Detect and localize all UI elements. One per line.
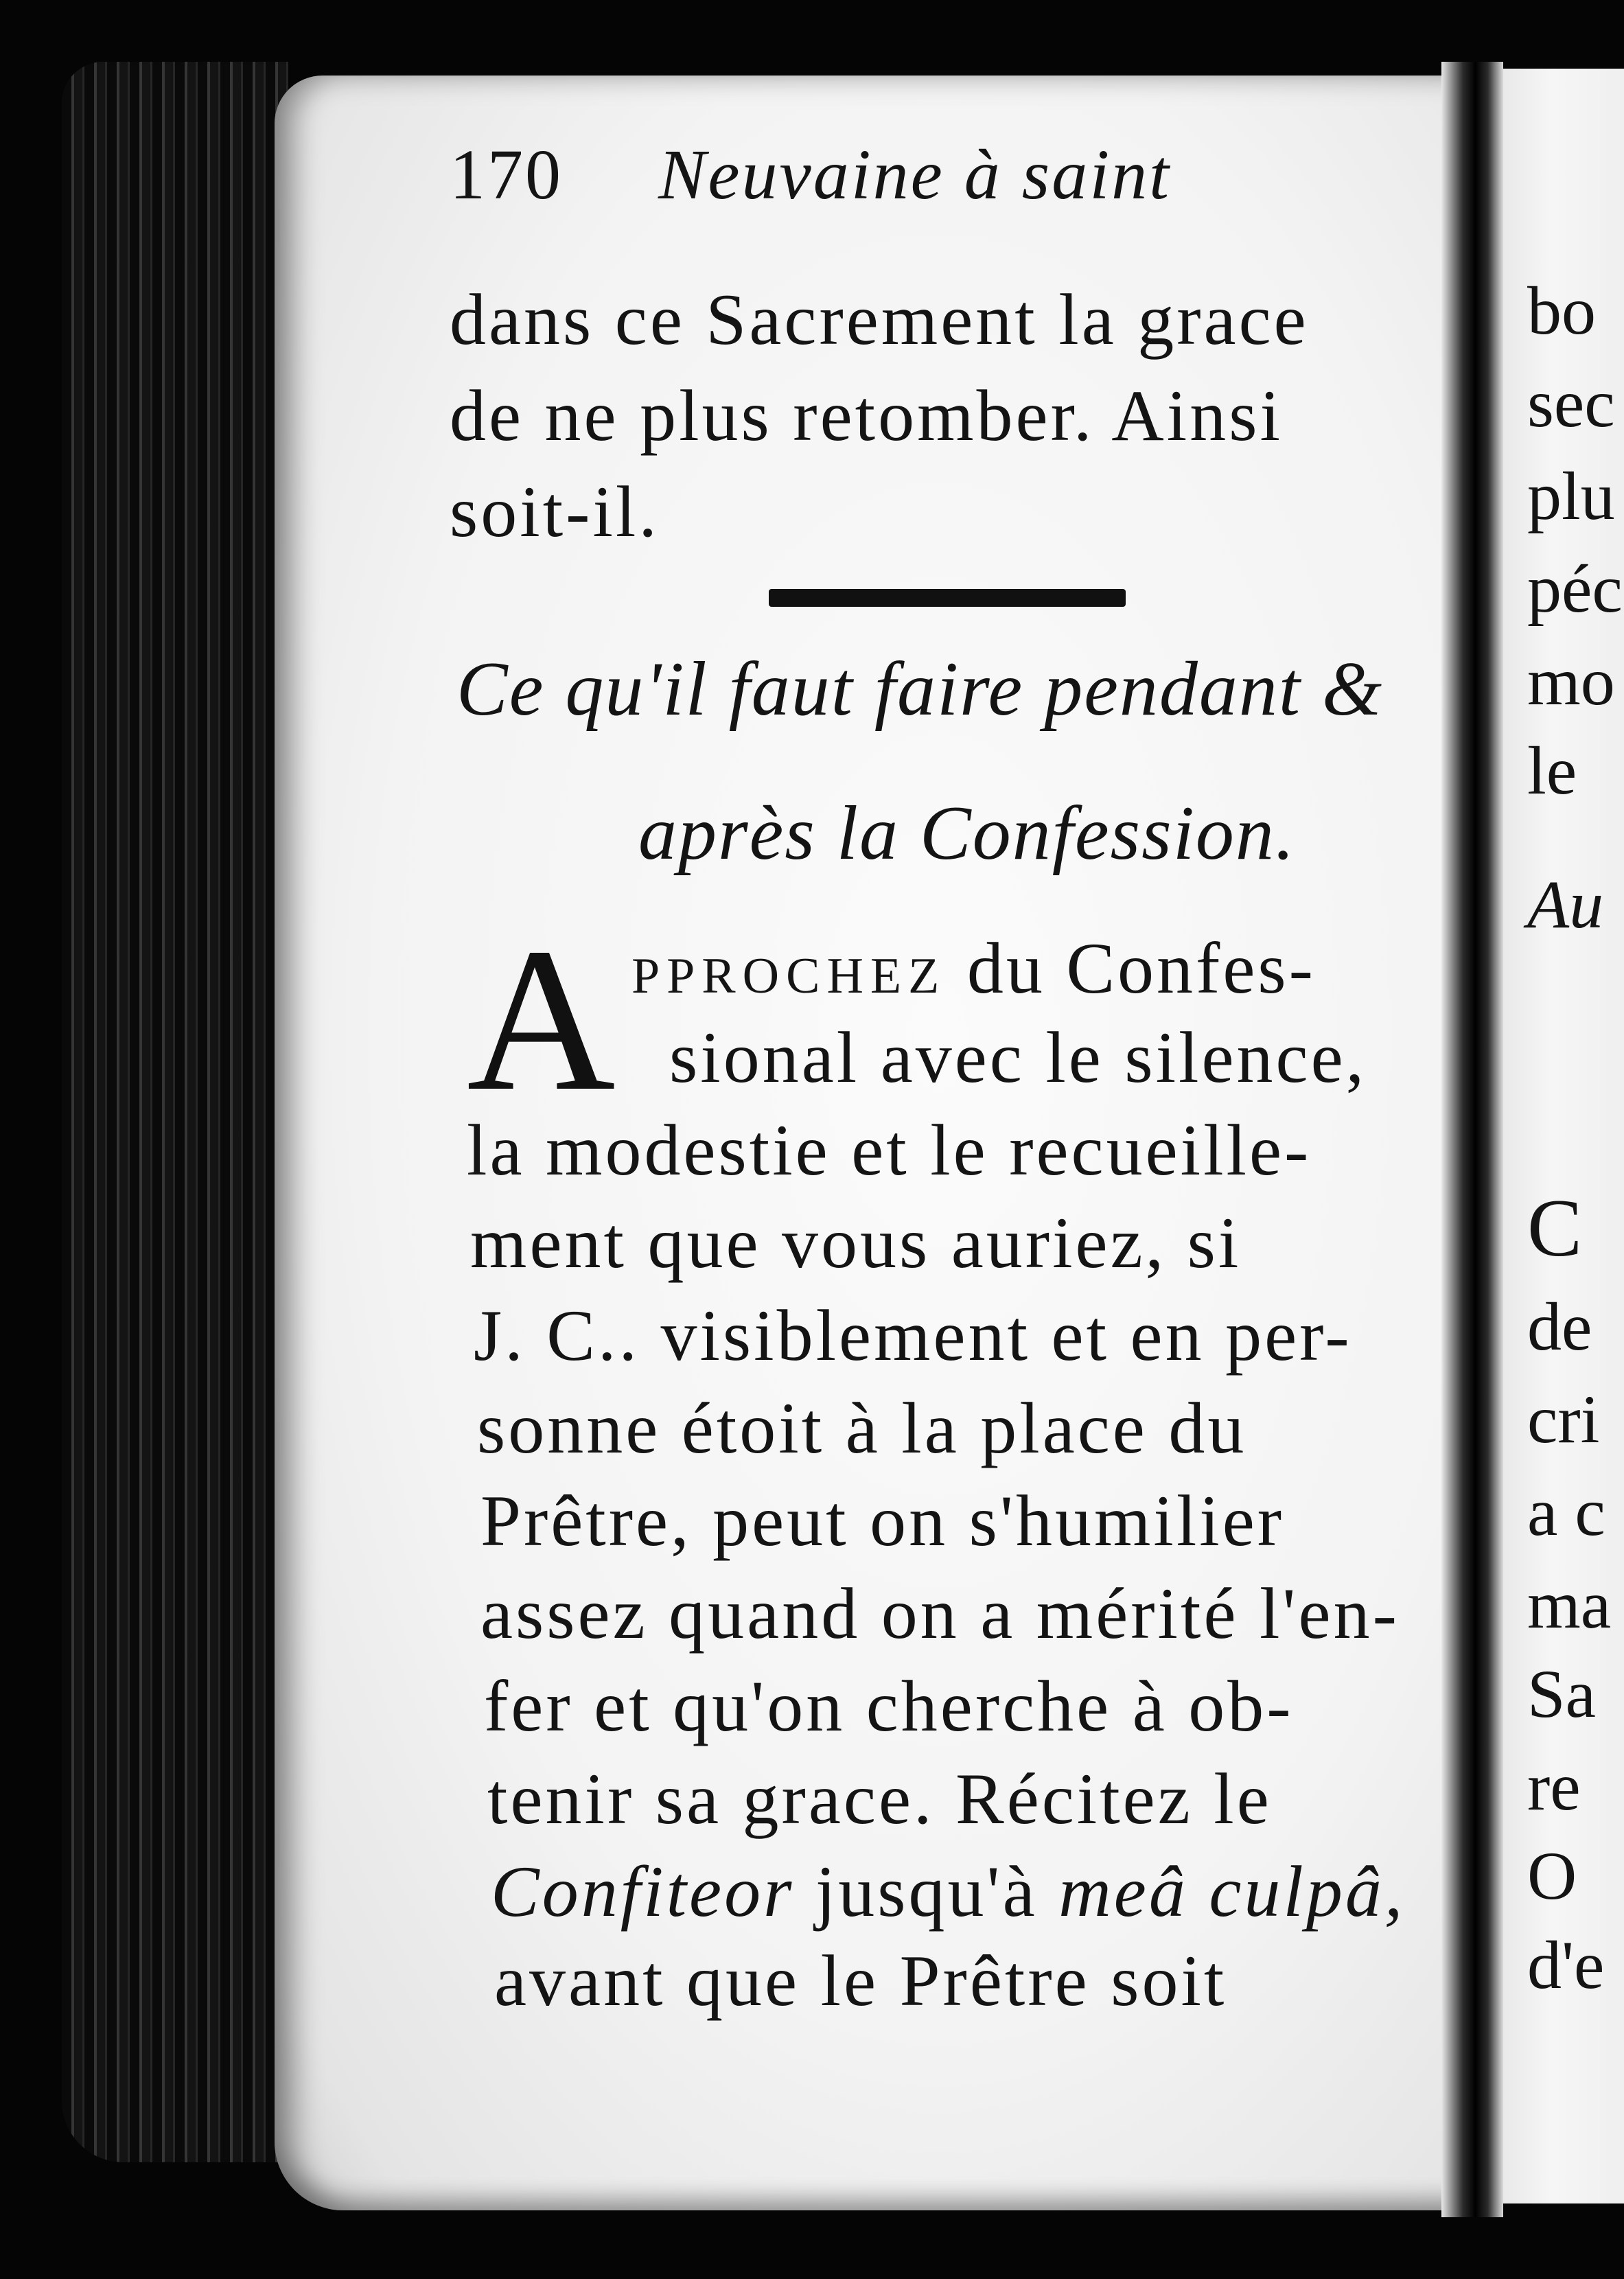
facing-text-fragment: le [1527,732,1577,809]
text-run: du Confes- [946,928,1316,1008]
text-line [491,1850,1405,1934]
facing-text-fragment: re [1527,1748,1581,1825]
small-caps-word: pprochez [631,928,947,1008]
section-title-line-1: Ce qu'il faut faire pendant & [456,647,1384,732]
text-line: soit-il. [450,472,660,552]
text-line: J. C.. visiblement et en per- [474,1295,1352,1376]
section-rule [769,589,1126,607]
facing-text-fragment: O [1527,1838,1577,1914]
facing-text-fragment: cri [1527,1381,1600,1457]
page-number: 170 [450,135,563,214]
facing-text-fragment: Sa [1527,1656,1596,1732]
facing-text-fragment: mo [1527,643,1615,719]
italic-phrase: meâ culpâ, [1058,1851,1406,1932]
text-line: sional avec le silence, [669,1017,1367,1098]
text-line: sonne étoit à la place du [477,1388,1247,1468]
text-line: dans ce Sacrement la grace [450,279,1309,360]
facing-text-fragment: Au [1527,866,1604,942]
text-line: la modestie et le recueille- [467,1110,1312,1190]
text-line: assez quand on a mérité l'en- [480,1573,1400,1654]
text-line: avant que le Prêtre soit [494,1941,1227,2021]
facing-text-fragment: a c [1527,1474,1605,1550]
facing-text-fragment: plu [1527,458,1615,534]
facing-text-fragment: péc [1527,551,1623,627]
text-line: ment que vous auriez, si [470,1203,1242,1283]
facing-text-fragment: C [1527,1182,1583,1273]
text-line: Prêtre, peut on s'humilier [480,1481,1285,1561]
text-line: de ne plus retomber. Ainsi [450,375,1283,456]
facing-text-fragment: sec [1527,365,1615,441]
facing-text-fragment: de [1527,1288,1592,1365]
italic-word: Confiteor [491,1851,795,1932]
facing-text-fragment: bo [1527,273,1596,349]
text-line: tenir sa grace. Récitez le [487,1759,1272,1839]
drop-cap: A [467,905,616,1133]
facing-text-fragment: d'e [1527,1927,1605,2003]
facing-text-fragment: ma [1527,1566,1612,1643]
text-run: jusqu'à [794,1851,1059,1932]
text-line [631,927,1316,1010]
book-gutter [1441,62,1503,2217]
text-line: fer et qu'on cherche à ob- [484,1666,1294,1746]
running-title: Neuvaine à saint [658,135,1172,214]
book-fore-edge [62,62,288,2162]
section-title-line-2: après la Confession. [638,791,1296,876]
running-head [450,134,1171,216]
